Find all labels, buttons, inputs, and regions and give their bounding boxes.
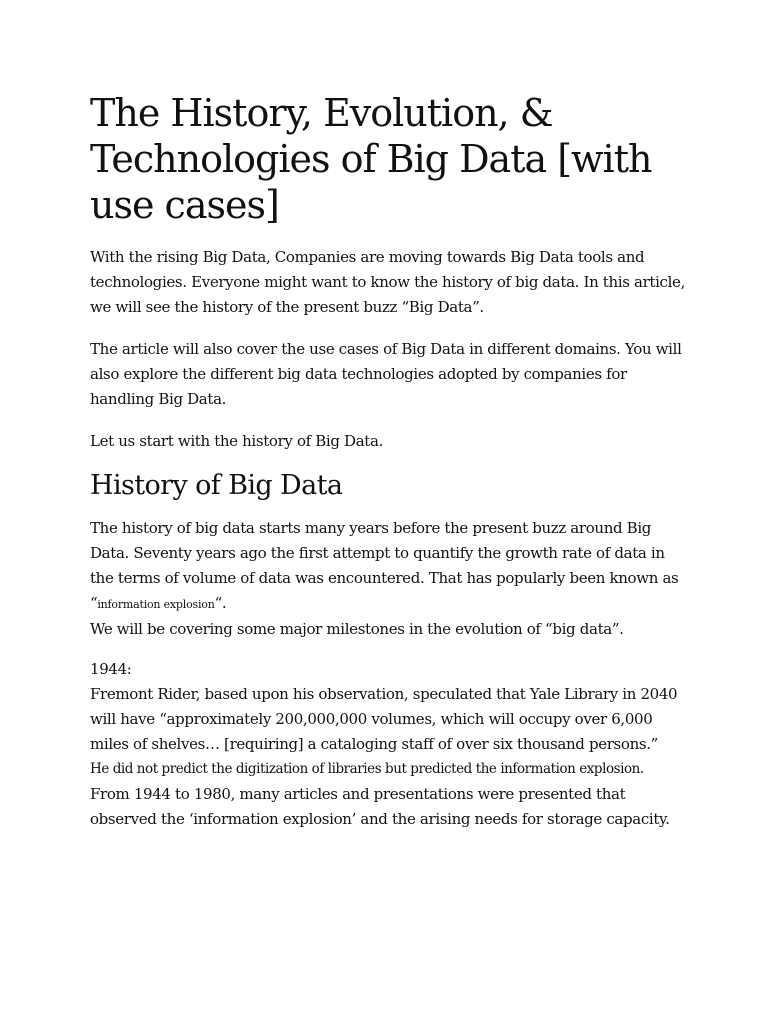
year-1944: 1944:	[90, 660, 132, 678]
milestones-intro: We will be covering some major milestones in the evolution of “big data”.	[90, 620, 624, 638]
intro-paragraph-2: The article will also cover the use cases of Big Data in different domains. You will also explore the different big data technologies adopted by companies for handling Big Data.	[90, 340, 682, 408]
information-explosion-term: information explosion	[97, 598, 215, 611]
page-title: The History, Evolution, & Technologies of Big Data [with use cases]	[90, 91, 652, 227]
section-heading: History of Big Data	[90, 470, 343, 501]
article	[90, 90, 690, 832]
intro-paragraph-1: With the rising Big Data, Companies are moving towards Big Data tools and technologies. Everyone might want to know the history of big data. In this article, we will see the history of the present buzz “Big Data”.	[90, 248, 685, 316]
no-digitization-paragraph: He did not predict the digitization of libraries but predicted the information explosion.	[90, 761, 644, 777]
from-1944-1980-paragraph: From 1944 to 1980, many articles and presentations were presented that observed the ‘information explosion’ and the arising needs for storage capacity.	[90, 785, 670, 828]
intro-paragraph-3: Let us start with the history of Big Data.	[90, 432, 383, 450]
fremont-rider-paragraph: Fremont Rider, based upon his observation, speculated that Yale Library in 2040 will have “approximately 200,000,000 volumes, which will occupy over 6,000 miles of shelves… [requiring] a cataloging staff of over six thousand persons.”	[90, 685, 678, 753]
history-paragraph-start: The history of big data starts many years before the present buzz around Big Data. Seventy years ago the first attempt to quantify the growth rate of data in the terms of volume of data was encountered. That has popularly been known as “	[90, 519, 679, 612]
history-paragraph-end: “.	[214, 594, 227, 612]
history-paragraph	[90, 516, 690, 617]
